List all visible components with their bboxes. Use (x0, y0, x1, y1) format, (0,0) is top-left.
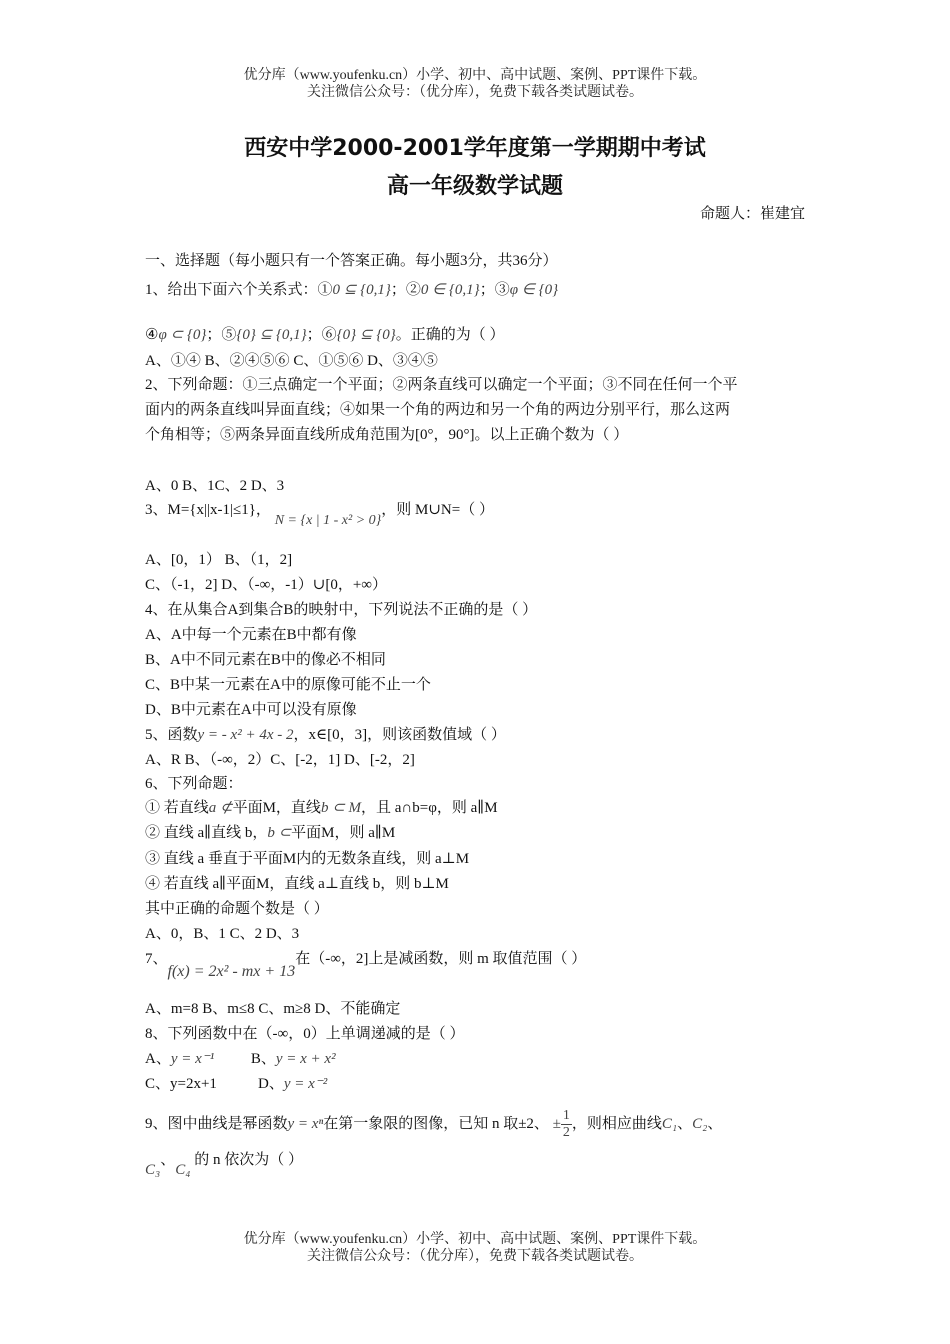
q7-tail: 在（-∞，2]上是减函数，则 m 取值范围（ ） (295, 951, 587, 967)
q6-options: A、0，B、1 C、2 D、3 (145, 926, 300, 942)
q1-stem: 1、给出下面六个关系式：① (145, 282, 333, 298)
question-1-line-2 (145, 325, 505, 345)
q5-options: A、R B、（-∞，2）C、[-2，1] D、[-2，2] (145, 752, 415, 768)
q1-relation-2: 0 ∈ {0,1} (420, 282, 480, 298)
q1-tail: 。正确的为（ ） (395, 327, 505, 343)
footer-line-2: 关注微信公众号：（优分库），免费下载各类试题试卷。 (307, 1249, 643, 1264)
q3-tail: ，则 M∪N=（ ） (381, 502, 494, 518)
header-line-2: 关注微信公众号：（优分库），免费下载各类试题试卷。 (307, 85, 643, 100)
q7-number: 7、 (145, 951, 168, 967)
q8-option-b-function: y = x + x² (275, 1051, 336, 1067)
q3-stem: 3、M={x||x-1|≤1}， (145, 502, 271, 518)
question-2-line-2: 面内的两条直线叫异面直线；④如果一个角的两边和另一个角的两边分别平行，那么这两 (145, 402, 731, 418)
q9-sep-3: 、 (160, 1152, 176, 1168)
q9-sep-1: 、 (677, 1115, 693, 1132)
q6-ask: 其中正确的命题个数是（ ） (145, 901, 329, 917)
question-8: 8、下列函数中在（-∞，0）上单调递减的是（ ） (145, 1026, 465, 1042)
footer-line-1: 优分库（www.youfenku.cn）小学、初中、高中试题、案例、PPT课件下载。 (243, 1232, 707, 1247)
q8-option-a-label: A、 (145, 1051, 171, 1067)
q6-p1-text-c: ，且 a∩b=φ，则 a∥M (361, 800, 498, 816)
q1-sep-5: ；⑥ (306, 327, 337, 343)
q6-proposition-2 (145, 823, 395, 843)
header-line-1: 优分库（www.youfenku.cn）小学、初中、高中试题、案例、PPT课件下载。 (243, 68, 707, 83)
q9-tail: 的 n 依次为（ ） (194, 1152, 303, 1168)
q6-p1-math-2: b ⊂ M (320, 800, 362, 816)
q9-function: y = xⁿ (287, 1115, 324, 1132)
q3-options-cd: C、（-1，2] D、（-∞，-1）∪[0，+∞） (145, 577, 387, 593)
q9-curve-c3: C₃ (145, 1162, 161, 1178)
q9-mid: 在第一象限的图像，已知 n 取±2、 (323, 1115, 549, 1132)
q9-plus-minus: ± (552, 1115, 561, 1132)
q6-p2-text-b: 平面M，则 a∥M (291, 825, 396, 841)
q1-sep-2: ；③ (479, 282, 510, 298)
q3-set-n: N = {x | 1 - x² > 0} (274, 513, 382, 528)
q5-function: y = - x² + 4x - 2 (197, 727, 294, 743)
q6-proposition-4: ④ 若直线 a∥平面M，直线 a⊥直线 b，则 b⊥M (145, 876, 449, 892)
q1-options: A、①④ B、②④⑤⑥ C、①⑤⑥ D、③④⑤ (145, 353, 438, 369)
q9-curve-c1: C₁ (661, 1115, 678, 1132)
q8-options-ab (145, 1049, 336, 1069)
q1-item-4-marker: ④ (145, 327, 159, 343)
question-3 (145, 500, 494, 528)
q4-option-a: A、A中每一个元素在B中都有像 (145, 627, 357, 643)
q6-p1-math-1: a ⊄ (208, 800, 233, 816)
page-header (0, 67, 950, 101)
q1-relation-6: {0} ⊆ {0} (336, 327, 396, 343)
q8-options-cd (145, 1074, 327, 1094)
q9-sep-2: 、 (707, 1115, 723, 1132)
question-2-line-3: 个角相等；⑤两条异面直线所成角范围为[0°，90°]。以上正确个数为（ ） (145, 427, 629, 443)
q6-p1-text-b: 平面M，直线 (232, 800, 321, 816)
question-9-line-1 (145, 1108, 722, 1141)
question-4: 4、在从集合A到集合B的映射中，下列说法不正确的是（ ） (145, 602, 538, 618)
question-5 (145, 725, 506, 745)
q8-option-d-label: D、 (258, 1076, 284, 1092)
question-1-line-1 (145, 280, 558, 300)
question-7 (145, 949, 587, 980)
q8-option-b-label: B、 (250, 1051, 276, 1067)
q6-p2-text-a: ② 直线 a∥直线 b， (145, 825, 268, 841)
q9-mid2: ，则相应曲线 (571, 1115, 662, 1132)
q4-option-c: C、B中某一元素在A中的原像可能不止一个 (145, 677, 431, 693)
q8-option-a-function: y = x⁻¹ (170, 1051, 215, 1067)
section-heading: 一、选择题（每小题只有一个答案正确。每小题3分，共36分） (145, 253, 558, 269)
q4-option-b: B、A中不同元素在B中的像必不相同 (145, 652, 386, 668)
q7-options: A、m=8 B、m≤8 C、m≥8 D、不能确定 (145, 1001, 401, 1017)
q9-fraction (561, 1108, 572, 1141)
q6-proposition-3: ③ 直线 a 垂直于平面M内的无数条直线，则 a⊥M (145, 851, 470, 867)
q9-curve-c4: C₄ (175, 1162, 191, 1178)
exam-title-line-2: 高一年级数学试题 (386, 174, 563, 199)
q1-sep-4: ；⑤ (206, 327, 237, 343)
q5-stem: 5、函数 (145, 727, 198, 743)
question-6: 6、下列命题： (145, 776, 243, 792)
q9-fraction-denominator: 2 (562, 1125, 570, 1140)
q9-curve-c2: C₂ (692, 1115, 708, 1132)
page-footer (0, 1231, 950, 1265)
exam-title-line-1: 西安中学2000-2001学年度第一学期期中考试 (244, 136, 706, 161)
q7-function: f(x) = 2x² - mx + 13 (167, 963, 296, 980)
q5-tail: ，x∈[0，3]，则该函数值域（ ） (293, 727, 506, 743)
q6-p1-text-a: ① 若直线 (145, 800, 209, 816)
q6-p2-math: b ⊂ (267, 825, 292, 841)
q1-sep-1: ；② (390, 282, 421, 298)
q3-options-ab: A、[0，1） B、（1，2] (145, 552, 293, 568)
q1-relation-1: 0 ⊆ {0,1} (332, 282, 391, 298)
q6-proposition-1 (145, 798, 498, 818)
author: 命题人：崔建宜 (699, 206, 805, 222)
q2-options: A、0 B、1C、2 D、3 (145, 478, 285, 494)
question-9-line-2 (145, 1150, 303, 1178)
q1-relation-5: {0} ⊆ {0,1} (236, 327, 307, 343)
q9-fraction-numerator: 1 (562, 1108, 570, 1123)
q1-relation-3: φ ∈ {0} (509, 282, 559, 298)
q8-option-c: C、y=2x+1 (145, 1076, 217, 1092)
q8-option-d-function: y = x⁻² (283, 1076, 328, 1092)
question-2-line-1: 2、下列命题：①三点确定一个平面；②两条直线可以确定一个平面；③不同在任何一个平 (145, 377, 738, 393)
q4-option-d: D、B中元素在A中可以没有原像 (145, 702, 357, 718)
q9-stem: 9、图中曲线是幂函数 (145, 1115, 288, 1132)
q1-relation-4: φ ⊂ {0} (158, 327, 207, 343)
